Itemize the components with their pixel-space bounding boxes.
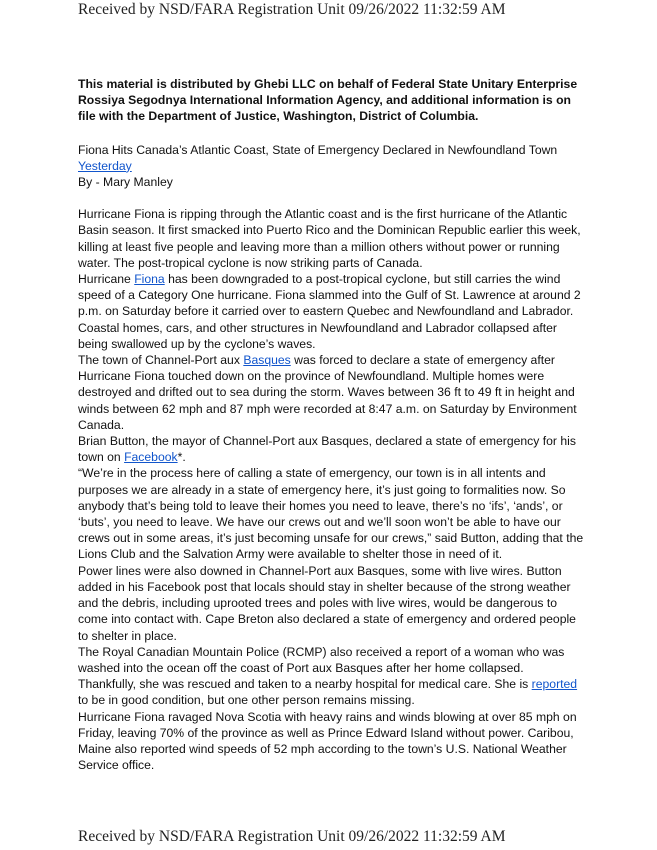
paragraph-3 (78, 352, 584, 433)
basques-link[interactable]: Basques (243, 353, 291, 368)
paragraph-6: Power lines were also downed in Channel-Port aux Basques, some with live wires. Button added in his Facebook post that locals should stay in shelter because of the strong weather and the debris, including uprooted trees and poles with live wires, would be dangerous to come into contact with. Cape Breton also declared a state of emergency and ordered people to shelter in place. (78, 563, 576, 643)
paragraph-2-rest: has been downgraded to a post-tropical cyclone, but still carries the wind speed of a Category One hurricane. Fiona slammed into the Gulf of St. Lawrence at around 2 p.m. on Saturday before it carried over to eastern Quebec and Newfoundland and Labrador. Coastal homes, cars, and other structures in Newfoundland and Labrador collapsed after being swallowed up by the cyclone’s waves. (78, 272, 581, 351)
paragraph-3-rest: was forced to declare a state of emergency after Hurricane Fiona touched down on the province of Newfoundland. Multiple homes were destroyed and drifted out to sea during the storm. Waves between 36 ft to 49 ft in height and winds between 62 mph and 87 mph were recorded at 8:47 a.m. on Saturday by Environment Canada. (78, 353, 577, 432)
paragraph-2-lead: Hurricane (78, 272, 135, 287)
paragraph-4-rest: *. (177, 450, 186, 465)
article-date (78, 158, 584, 174)
fara-disclosure-notice: This material is distributed by Ghebi LLC on behalf of Federal State Unitary Enterprise Rossiya Segodnya International Information Agency, and additional information is on file with the Department of Justice, Washington, District of Columbia. (78, 77, 578, 124)
article-byline: By - Mary Manley (78, 175, 173, 190)
paragraph-8: Hurricane Fiona ravaged Nova Scotia with heavy rains and winds blowing at over 85 mph on Friday, leaving 70% of the province as well as Prince Edward Island without power. Caribou, Maine also reported wind speeds of 52 mph according to the town’s U.S. National Weather Service office. (78, 709, 577, 773)
document-body (78, 76, 584, 773)
paragraph-3-lead: The town of Channel-Port aux (78, 353, 244, 368)
paragraph-1: Hurricane Fiona is ripping through the Atlantic coast and is the first hurricane of the Atlantic Basin season. It first smacked into Puerto Rico and the Dominican Republic earlier this week, killing at least five people and leaving more than a million others without power or running water. The post-tropical cyclone is now striking parts of Canada. (78, 207, 581, 270)
article-headline: Fiona Hits Canada’s Atlantic Coast, State of Emergency Declared in Newfoundland Town (78, 142, 558, 157)
paragraph-4-lead: Brian Button, the mayor of Channel-Port aux Basques, declared a state of emergency for his town on (78, 434, 576, 465)
paragraph-5-quote: “We’re in the process here of calling a state of emergency, our town is in all intents and purposes we are already in a state of emergency here, it’s just going to formalities now. So anybody that’s being told to leave their homes you need to leave, there’s no ‘ifs’, ‘ands’, or ‘buts’, you need to leave. We have our crews out and we’ll soon won’t be able to have our crews out in some areas, it’s just becoming unsafe for our crews,” said Button, adding that the Lions Club and the Salvation Army were available to shelter those in need of it. (78, 466, 584, 562)
fiona-link[interactable]: Fiona (134, 272, 165, 287)
paragraph-7-lead: The Royal Canadian Mountain Police (RCMP) also received a report of a woman who was washed into the ocean off the coast of Port aux Basques after her home collapsed. Thankfully, she was rescued and taken to a nearby hospital for medical care. She is (78, 644, 565, 692)
facebook-link[interactable]: Facebook (124, 450, 178, 465)
header-registration-stamp: Received by NSD/FARA Registration Unit 09/26/2022 11:32:59 AM (78, 1, 506, 18)
date-link[interactable]: Yesterday (78, 158, 132, 173)
paragraph-7-rest: to be in good condition, but one other person remains missing. (78, 693, 415, 708)
footer-registration-stamp: Received by NSD/FARA Registration Unit 09/26/2022 11:32:59 AM (78, 828, 506, 845)
paragraph-2 (78, 271, 584, 352)
reported-link[interactable]: reported (531, 677, 578, 692)
paragraph-4 (78, 433, 584, 465)
paragraph-7 (78, 644, 584, 709)
